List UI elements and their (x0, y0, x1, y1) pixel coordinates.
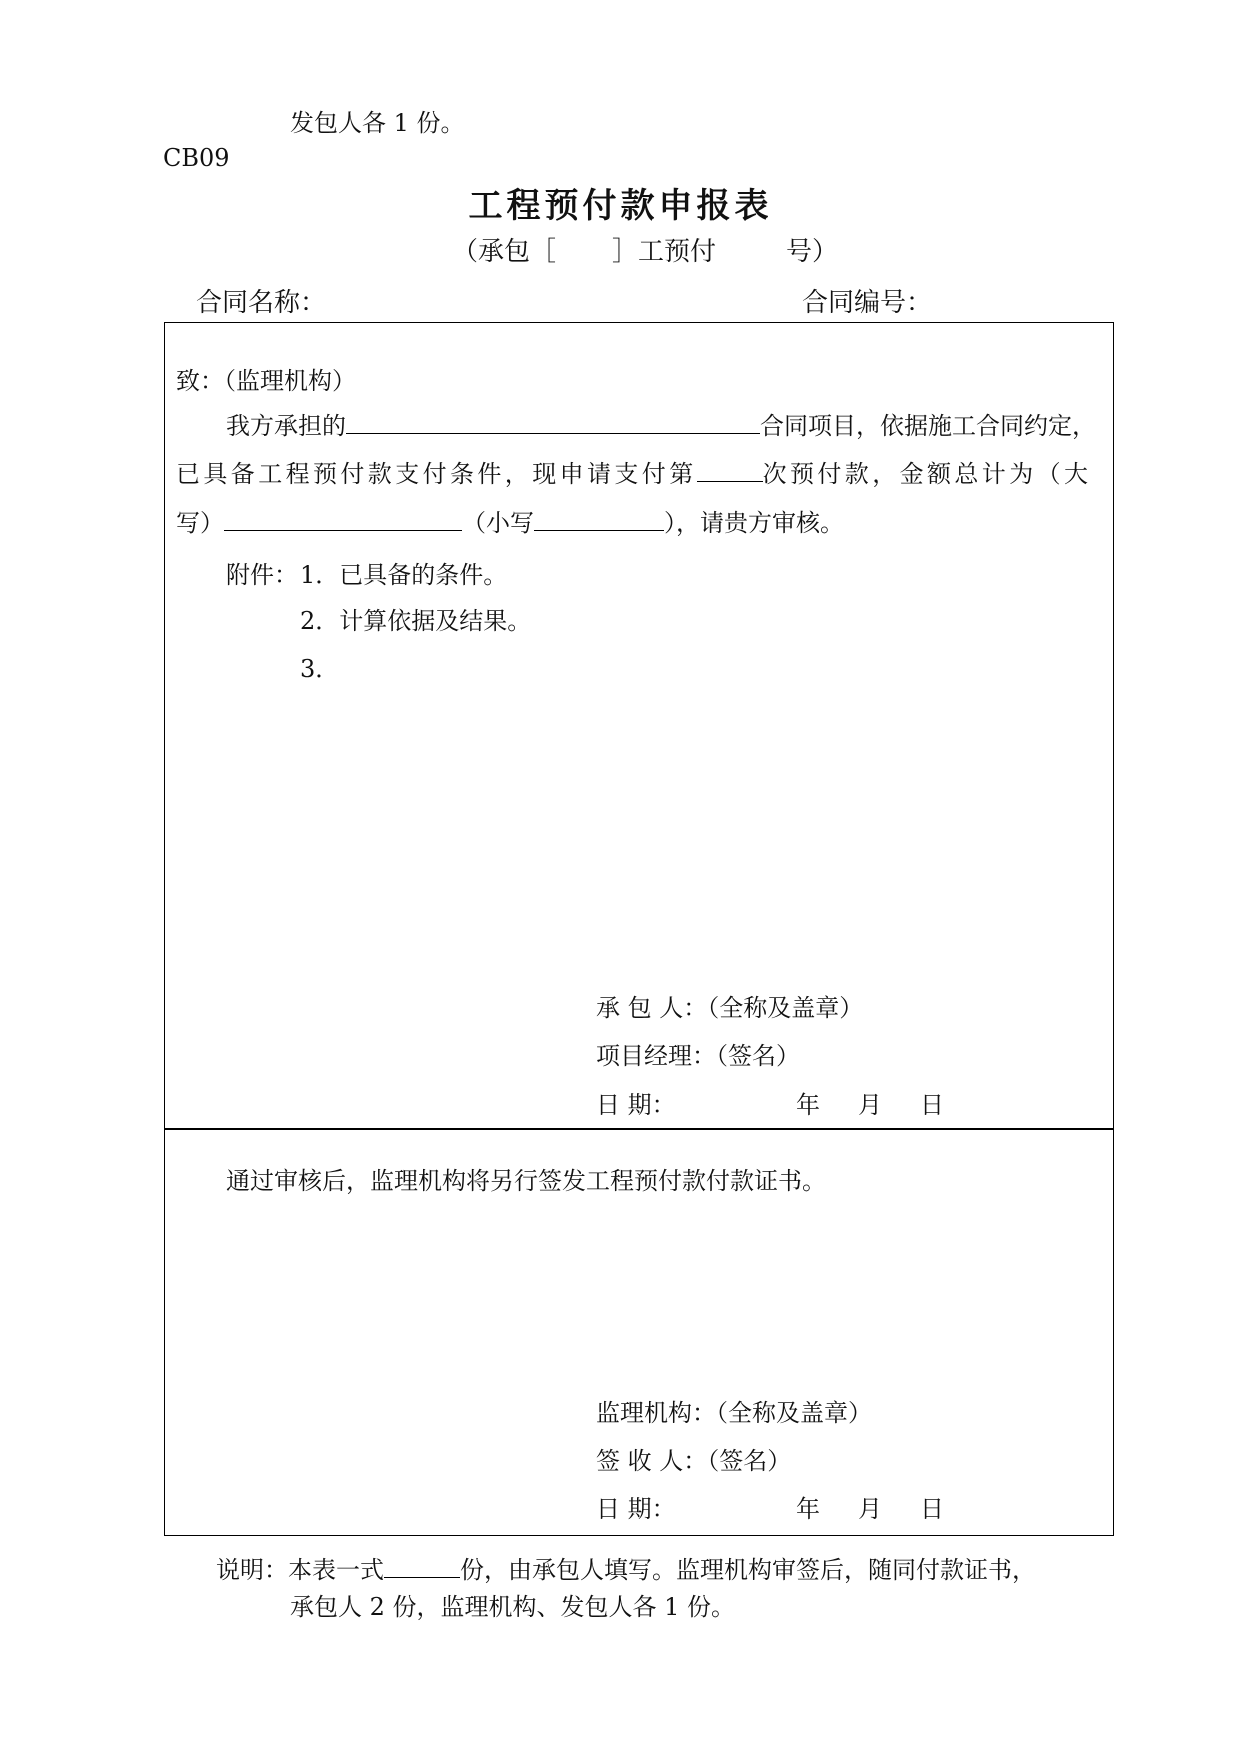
note-a: 说明：本表一式 (216, 1556, 384, 1584)
date-day-1: 日 (920, 1091, 944, 1119)
date-month-1: 月 (858, 1091, 882, 1119)
subtitle-mid: ］工预付 (612, 237, 717, 267)
copies-blank[interactable] (384, 1555, 460, 1578)
amount-words-blank[interactable] (224, 508, 462, 531)
review-body: 通过审核后，监理机构将另行签发工程预付款付款证书。 (226, 1167, 826, 1195)
body-line-1 (226, 411, 1096, 441)
note-line-1 (216, 1555, 1036, 1585)
attachment-item-3: 3． (300, 655, 340, 683)
attachments-label: 附件： (226, 561, 298, 589)
date-day-2: 日 (920, 1495, 944, 1523)
addressee-line: 致：（监理机构） (176, 367, 356, 395)
form-code: CB09 (163, 144, 230, 172)
date-year-2: 年 (796, 1495, 820, 1523)
attachment-item-1: 1．已具备的条件。 (300, 561, 508, 589)
page-title: 工程预付款申报表 (468, 186, 773, 226)
body-p3-b: （小写 (462, 509, 534, 537)
note-b: 份，由承包人填写。监理机构审签后，随同付款证书， (460, 1556, 1036, 1584)
top-fragment-text: 发包人各 1 份。 (290, 109, 465, 137)
body-p3-c: ），请贵方审核。 (664, 509, 844, 537)
attachment-item-2: 2．计算依据及结果。 (300, 607, 532, 635)
body-p2-a: 已具备工程预付款支付条件，现申请支付第 (176, 460, 697, 488)
receiver-signature-line: 签 收 人：（签名） (596, 1447, 792, 1475)
agency-signature-line: 监理机构：（全称及盖章） (596, 1399, 872, 1427)
contract-name-label: 合同名称： (196, 288, 327, 318)
contract-no-label: 合同编号： (802, 288, 933, 318)
subtitle-close: 号） (786, 237, 839, 267)
body-p1-b: 合同项目，依据施工合同约定， (760, 412, 1096, 440)
note-line-2: 承包人 2 份，监理机构、发包人各 1 份。 (290, 1593, 736, 1621)
date-label-2: 日 期： (596, 1495, 676, 1523)
subtitle-open: （承包［ (452, 237, 557, 267)
manager-signature-line: 项目经理：（签名） (596, 1042, 800, 1070)
date-month-2: 月 (858, 1495, 882, 1523)
body-p1-a: 我方承担的 (226, 412, 346, 440)
date-year-1: 年 (796, 1091, 820, 1119)
contractor-signature-line: 承 包 人：（全称及盖章） (596, 994, 864, 1022)
body-p2-b: 次预付款，金额总计为（大 (762, 460, 1092, 488)
amount-figures-blank[interactable] (534, 508, 664, 531)
installment-blank[interactable] (697, 459, 763, 482)
date-label-1: 日 期： (596, 1091, 676, 1119)
body-line-2 (176, 459, 1091, 489)
body-line-3 (176, 508, 844, 538)
project-blank[interactable] (346, 411, 760, 434)
body-p3-a: 写） (176, 509, 224, 537)
